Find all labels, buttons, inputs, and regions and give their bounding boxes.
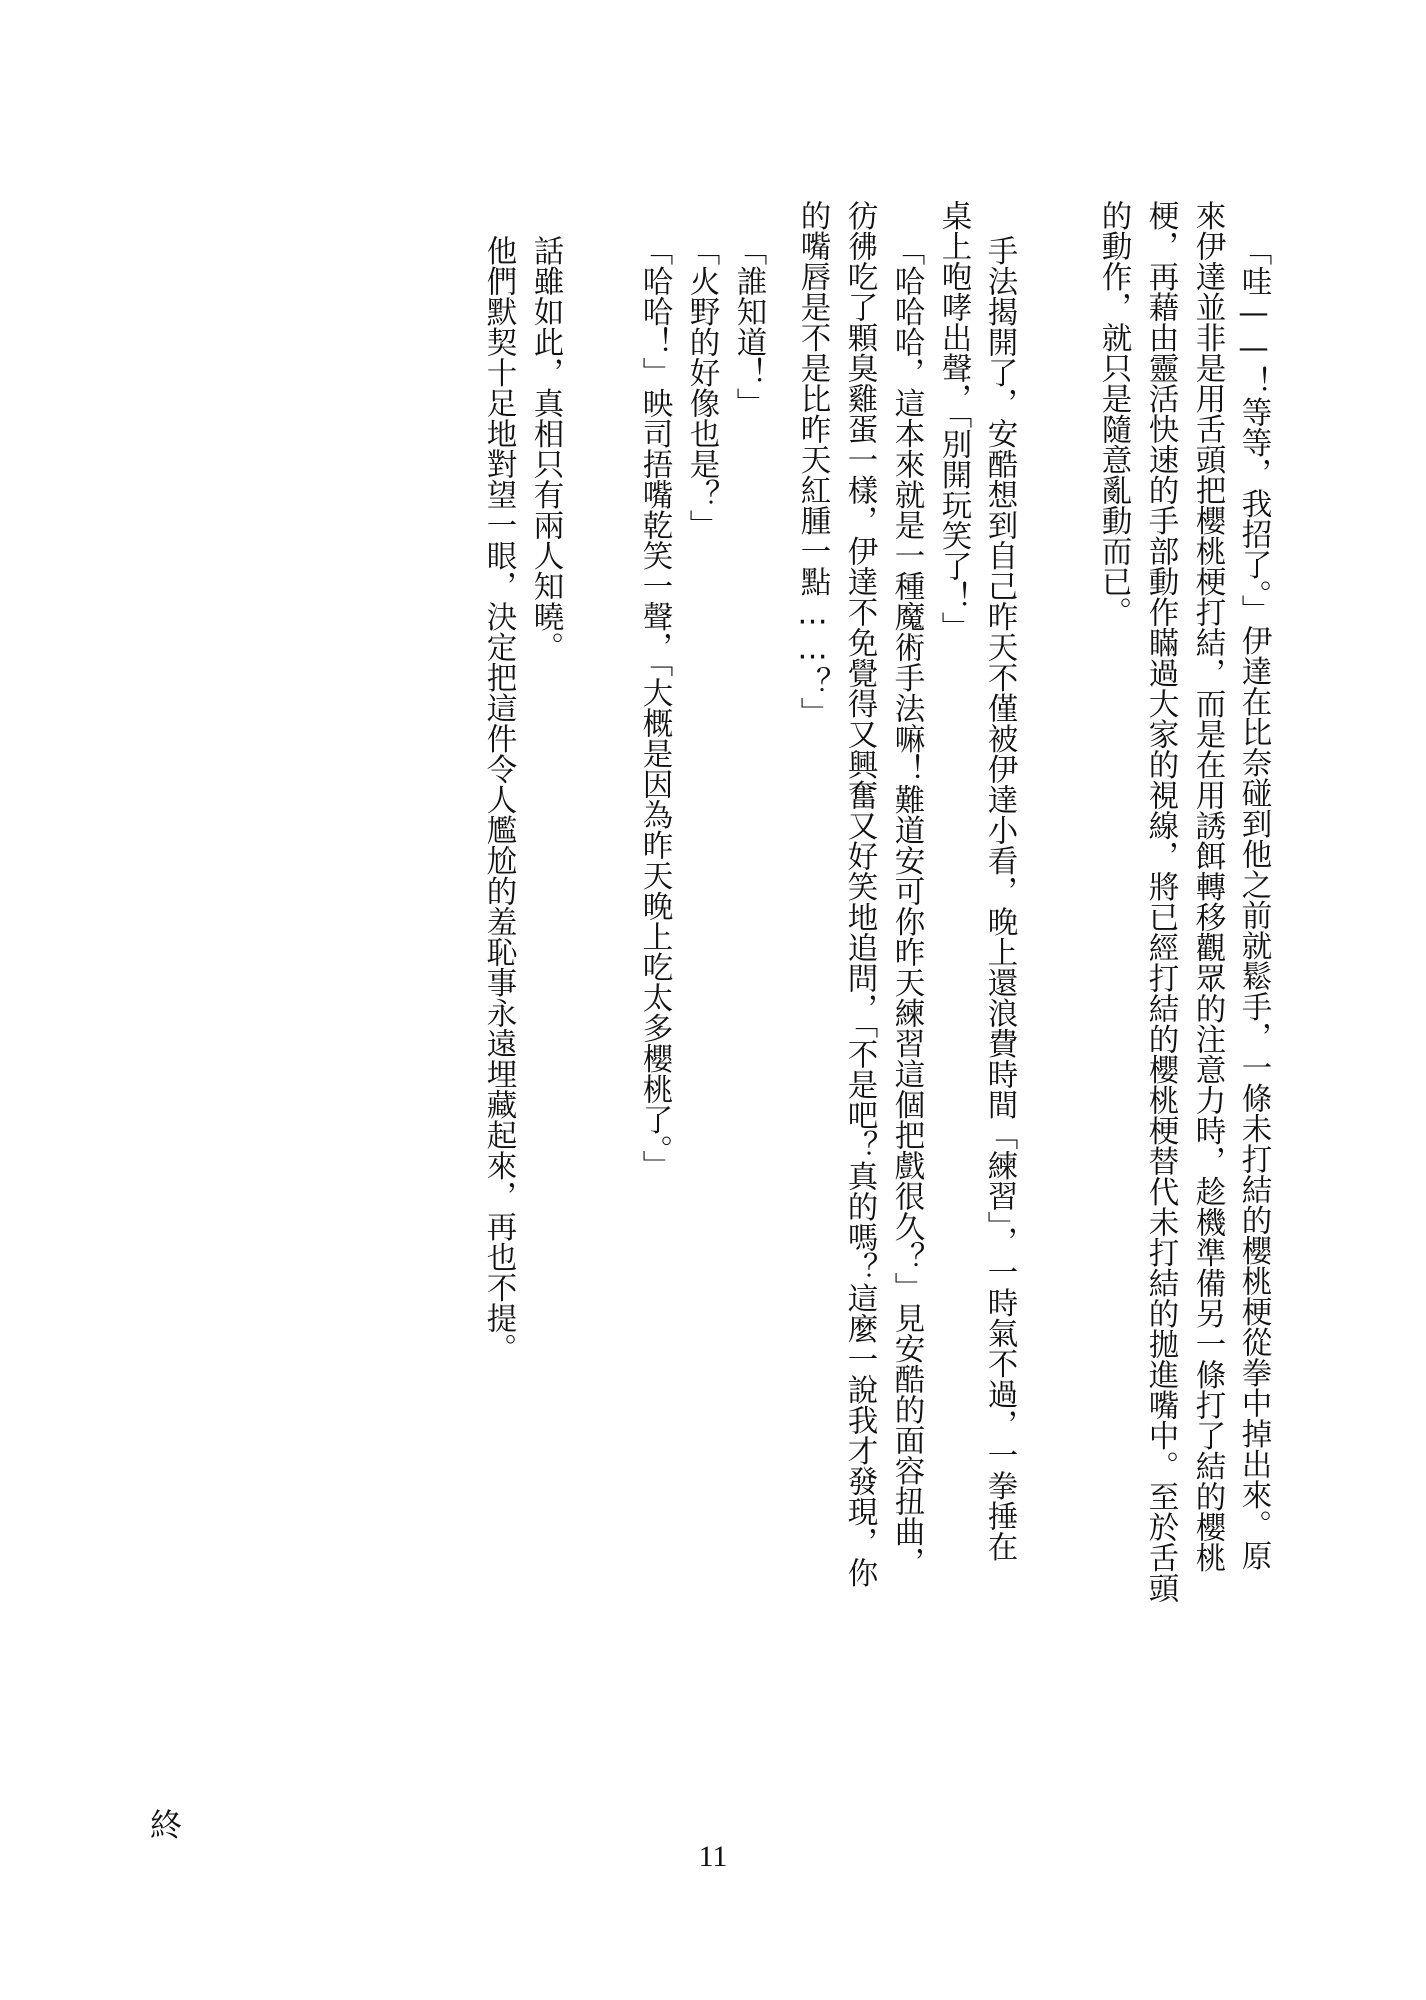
text-column-3: 梗，再藉由靈活快速的手部動作瞞過大家的視線，將已經打結的櫻桃梗替代未打結的拋進嘴中。至於舌頭 bbox=[1143, 200, 1178, 1603]
text-column-6: 桌上咆哮出聲，「別開玩笑了！」 bbox=[936, 200, 971, 643]
text-column-11: 「火野的好像也是？」 bbox=[684, 235, 719, 540]
text-column-5: 手法揭開了，安酷想到自己昨天不僅被伊達小看，晚上還浪費時間「練習」，一時氣不過，一拳捶在 bbox=[982, 235, 1017, 1562]
text-column-12: 「哈哈！」映司捂嘴乾笑一聲，「大概是因為昨天晚上吃太多櫻桃了。」 bbox=[637, 235, 672, 1181]
text-column-8: 彷彿吃了顆臭雞蛋一樣，伊達不免覺得又興奮又好笑地追問，「不是吧？真的嗎？這麼一說我才發現，你 bbox=[842, 200, 877, 1588]
text-column-10: 「誰知道！」 bbox=[731, 235, 766, 418]
end-mark: 終 bbox=[150, 1806, 183, 1844]
text-column-14: 他們默契十足地對望一眼，決定把這件令人尷尬的羞恥事永遠埋藏起來，再也不提。 bbox=[481, 235, 516, 1364]
text-column-7: 「哈哈哈，這本來就是一種魔術手法嘛！難道安可你昨天練習這個把戲很久？」見安酷的面容扭曲， bbox=[889, 235, 924, 1577]
text-column-2: 來伊達並非是用舌頭把櫻桃梗打結，而是在用誘餌轉移觀眾的注意力時，趁機準備另一條打了結的櫻桃 bbox=[1190, 200, 1225, 1573]
text-column-9: 的嘴唇是不是比昨天紅腫一點……？」 bbox=[795, 200, 830, 728]
text-column-13: 話雖如此，真相只有兩人知曉。 bbox=[528, 235, 563, 662]
page-number: 11 bbox=[698, 1840, 728, 1873]
text-column-1: 「哇——！等等，我招了。」伊達在比奈碰到他之前就鬆手，一條未打結的櫻桃梗從拳中掉出來。原 bbox=[1236, 235, 1271, 1571]
text-column-4: 的動作，就只是隨意亂動而已。 bbox=[1096, 200, 1131, 627]
